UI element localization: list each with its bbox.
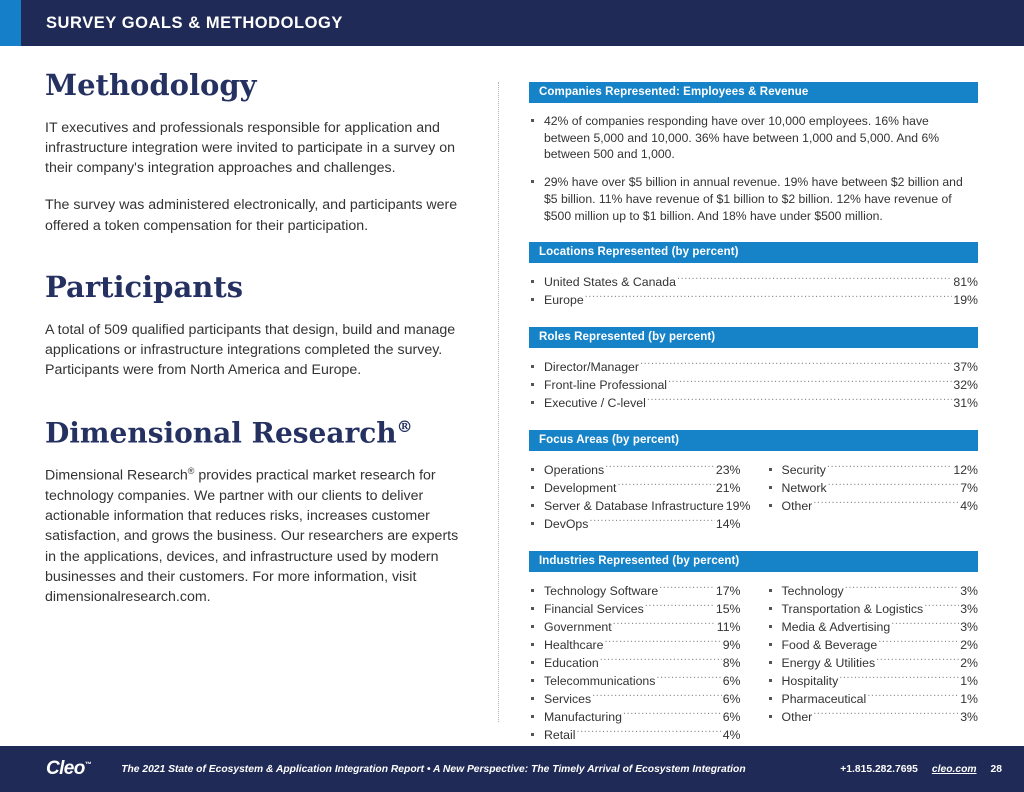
focus-areas-list-left <box>529 461 751 533</box>
list-item-value: 19% <box>953 292 978 307</box>
list-item-value: 3% <box>960 601 978 616</box>
list-item-value: 1% <box>960 673 978 688</box>
leader-dots <box>613 618 716 630</box>
list-item-value: 32% <box>953 377 978 392</box>
trademark-icon: ™ <box>84 761 92 769</box>
list-item-label: Security <box>781 462 826 477</box>
list-item-value: 4% <box>960 498 978 513</box>
list-item-value: 11% <box>716 619 741 634</box>
list-item <box>529 358 978 376</box>
leader-dots <box>891 618 959 630</box>
section-focus-areas <box>529 430 978 533</box>
section-header-locations: Locations Represented (by percent) <box>529 242 978 263</box>
methodology-heading: Methodology <box>45 68 257 102</box>
leader-dots <box>640 358 952 370</box>
registered-mark-icon: ® <box>187 466 195 477</box>
list-item-value: 15% <box>715 601 741 616</box>
page-content <box>0 46 1024 746</box>
section-body-industries <box>529 572 978 744</box>
footer-contact-group <box>840 764 1002 775</box>
list-item <box>529 461 741 479</box>
section-body-companies <box>529 103 978 224</box>
list-item-label: Government <box>544 619 612 634</box>
list-item-label: Development <box>544 480 617 495</box>
section-body-roles <box>529 348 978 412</box>
section-locations-represented <box>529 242 978 309</box>
page-title: SURVEY GOALS & METHODOLOGY <box>46 13 343 32</box>
list-item-value: 2% <box>960 637 978 652</box>
list-item <box>767 497 979 515</box>
list-item <box>529 618 741 636</box>
list-item-label: Director/Manager <box>544 359 639 374</box>
list-item <box>767 618 979 636</box>
list-item-value: 21% <box>715 480 741 495</box>
list-item <box>529 726 741 744</box>
section-body-focus-areas <box>529 451 978 533</box>
page-header-bar <box>0 0 1024 46</box>
list-item-label: Front-line Professional <box>544 377 668 392</box>
list-item-value: 6% <box>722 673 741 688</box>
list-item <box>767 461 979 479</box>
list-item-value: 17% <box>715 583 741 598</box>
list-item <box>529 291 978 309</box>
participants-heading <box>45 269 465 304</box>
industries-column-left <box>529 582 741 744</box>
list-item-label: Server & Database Infrastructure <box>544 498 724 513</box>
list-item-label: Manufacturing <box>544 709 622 724</box>
list-item <box>767 582 979 600</box>
page-number: 28 <box>990 763 1002 775</box>
list-item <box>529 582 741 600</box>
list-item-value: 3% <box>960 709 978 724</box>
leader-dots <box>589 515 714 527</box>
list-item <box>529 672 741 690</box>
industries-column-right <box>767 582 979 744</box>
list-item <box>529 376 978 394</box>
industries-list-left <box>529 582 741 744</box>
list-item-label: Transportation & Logistics <box>781 601 924 616</box>
list-item-label: Pharmaceutical <box>781 691 867 706</box>
leader-dots <box>592 690 722 702</box>
industries-list-right <box>767 582 979 726</box>
list-item-label: Network <box>781 480 827 495</box>
list-item <box>529 654 741 672</box>
footer-report-title: The 2021 State of Ecosystem & Application Integration Report • A New Perspective: The Timely Arrival of Ecosystem Integration <box>121 763 746 775</box>
list-item-label: United States & Canada <box>544 274 676 289</box>
list-item-label: Technology Software <box>544 583 659 598</box>
focus-areas-column-left <box>529 461 751 533</box>
list-item <box>529 708 741 726</box>
list-item: 29% have over $5 billion in annual revenue. 19% have between $2 billion and $5 billion. 11% have revenue of $1 billion to $2 billion. 12% have revenue of $500 million up to $1 billion. And 18% have under $500 million. <box>529 174 978 224</box>
list-item-value: 81% <box>953 274 978 289</box>
leader-dots <box>813 708 959 720</box>
list-item-value: 7% <box>960 480 978 495</box>
list-item-value: 9% <box>722 637 741 652</box>
leader-dots <box>813 497 959 509</box>
leader-dots <box>600 654 722 666</box>
list-item-label: Telecommunications <box>544 673 656 688</box>
list-item-label: Technology <box>781 583 844 598</box>
list-item-label: DevOps <box>544 516 589 531</box>
list-item-value: 37% <box>953 359 978 374</box>
leader-dots <box>828 479 960 491</box>
list-item-label: Services <box>544 691 592 706</box>
leader-dots <box>839 672 959 684</box>
leader-dots <box>677 273 952 285</box>
leader-dots <box>645 600 715 612</box>
cleo-logo <box>46 758 91 780</box>
list-item <box>767 479 979 497</box>
list-item-label: Education <box>544 655 599 670</box>
section-companies-represented <box>529 82 978 224</box>
registered-mark-icon: ® <box>396 417 413 437</box>
list-item-label: Hospitality <box>781 673 839 688</box>
dimensional-research-body: provides practical market research for technology companies. We partner with our clients to deliver actionable information that reduces risks, increases customer satisfaction, and grows the business. Our researchers are experts in the applications, devices, and infrastructure used by modern businesses and their customers. For more information, visit dimensionalresearch.com. <box>45 467 459 605</box>
list-item <box>767 654 979 672</box>
leader-dots <box>617 479 714 491</box>
list-item-label: Europe <box>544 292 584 307</box>
leader-dots <box>924 600 959 612</box>
section-roles-represented <box>529 327 978 412</box>
dimensional-research-heading-text: Dimensional Research <box>45 416 397 450</box>
list-item-label: Energy & Utilities <box>781 655 876 670</box>
list-item-value: 3% <box>960 583 978 598</box>
right-column <box>529 82 978 762</box>
list-item <box>529 600 741 618</box>
section-header-focus-areas: Focus Areas (by percent) <box>529 430 978 451</box>
list-item <box>529 636 741 654</box>
section-header-roles: Roles Represented (by percent) <box>529 327 978 348</box>
leader-dots <box>623 708 722 720</box>
list-item <box>529 497 751 515</box>
list-item-label: Other <box>781 709 813 724</box>
list-item <box>767 690 979 708</box>
list-item-value: 1% <box>960 691 978 706</box>
focus-areas-list-right <box>767 461 979 515</box>
list-item-label: Other <box>781 498 813 513</box>
methodology-paragraph-2: The survey was administered electronically, and participants were offered a token compensation for their participation. <box>45 197 458 234</box>
list-item <box>529 515 741 533</box>
list-item-label: Financial Services <box>544 601 644 616</box>
dimensional-research-heading <box>45 418 465 449</box>
list-item-label: Food & Beverage <box>781 637 878 652</box>
list-item-value: 6% <box>722 691 741 706</box>
leader-dots <box>878 636 959 648</box>
locations-list <box>529 273 978 309</box>
list-item-label: Healthcare <box>544 637 604 652</box>
list-item-label: Operations <box>544 462 605 477</box>
cleo-logo-text: Cleo <box>46 758 85 779</box>
list-item-label: Executive / C-level <box>544 395 646 410</box>
list-item-value: 3% <box>960 619 978 634</box>
section-header-companies: Companies Represented: Employees & Revenue <box>529 82 978 103</box>
list-item-label: Media & Advertising <box>781 619 891 634</box>
list-item <box>767 708 979 726</box>
list-item-value: 12% <box>953 462 978 477</box>
roles-list <box>529 358 978 412</box>
list-item-value: 19% <box>725 498 751 513</box>
dimensional-research-name: Dimensional Research <box>45 467 188 484</box>
section-body-locations <box>529 263 978 309</box>
footer-website-link[interactable]: cleo.com <box>931 763 977 775</box>
leader-dots <box>876 654 959 666</box>
list-item-value: 4% <box>722 727 741 742</box>
list-item-value: 2% <box>960 655 978 670</box>
list-item-label: Retail <box>544 727 576 742</box>
list-item-value: 8% <box>722 655 741 670</box>
leader-dots <box>845 582 960 594</box>
focus-areas-column-right <box>767 461 979 533</box>
list-item-value: 6% <box>722 709 741 724</box>
page-footer-bar <box>0 746 1024 792</box>
column-divider <box>498 82 499 722</box>
list-item <box>767 672 979 690</box>
leader-dots <box>647 394 953 406</box>
list-item <box>767 600 979 618</box>
leader-dots <box>867 690 959 702</box>
list-item <box>529 479 741 497</box>
leader-dots <box>605 461 715 473</box>
footer-phone: +1.815.282.7695 <box>840 763 918 775</box>
list-item <box>767 636 979 654</box>
leader-dots <box>656 672 721 684</box>
list-item <box>529 690 741 708</box>
dimensional-research-paragraph <box>45 465 465 607</box>
list-item <box>529 394 978 412</box>
leader-dots <box>827 461 952 473</box>
left-column <box>45 70 465 624</box>
leader-dots <box>576 726 721 738</box>
list-item-value: 23% <box>715 462 741 477</box>
header-accent-block <box>0 0 21 46</box>
section-header-industries: Industries Represented (by percent) <box>529 551 978 572</box>
leader-dots <box>585 291 953 303</box>
methodology-paragraph-1: IT executives and professionals responsible for application and infrastructure integration were invited to participate in a survey on their company's integration approaches and challenges. <box>45 119 456 177</box>
leader-dots <box>668 376 952 388</box>
list-item-value: 31% <box>953 395 978 410</box>
leader-dots <box>659 582 715 594</box>
list-item <box>529 273 978 291</box>
participants-heading-text: Participants <box>45 269 244 304</box>
list-item-value: 14% <box>715 516 741 531</box>
list-item: 42% of companies responding have over 10,000 employees. 16% have between 5,000 and 10,000. 36% have between 1,000 and 5,000. And 6% between 500 and 1,000. <box>529 113 978 163</box>
section-industries-represented <box>529 551 978 744</box>
leader-dots <box>604 636 721 648</box>
participants-paragraph-1: A total of 509 qualified participants that design, build and manage applications or infrastructure integrations completed the survey. Participants were from North America and Europe. <box>45 321 456 378</box>
